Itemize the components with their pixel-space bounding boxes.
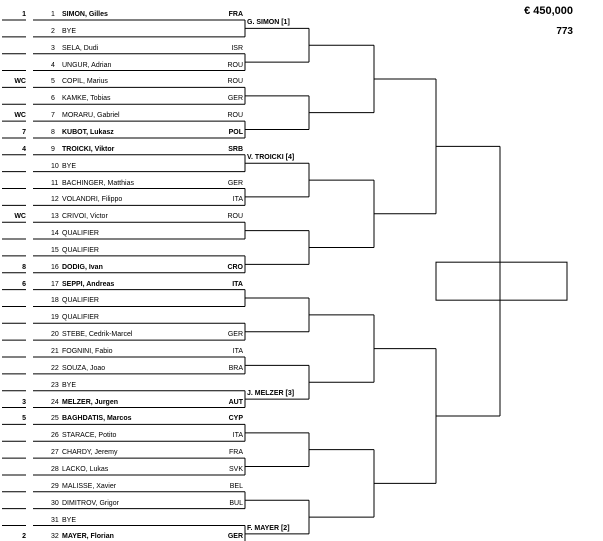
entry-number: 17 — [51, 280, 59, 288]
player-country: ITA — [232, 432, 243, 440]
entry-number: 6 — [51, 95, 55, 103]
player-name: BAGHDATIS, Marcos — [62, 415, 132, 423]
player-country: CRO — [227, 263, 243, 271]
entry-number: 18 — [51, 297, 59, 305]
player-name: BYE — [62, 516, 77, 524]
entry-seed: 6 — [22, 280, 26, 288]
entry-seed: WC — [14, 112, 26, 120]
player-country: FRA — [229, 449, 243, 457]
entry-number: 4 — [51, 61, 55, 69]
entry-number: 23 — [51, 381, 59, 389]
entry-number: 7 — [51, 112, 55, 120]
player-name: KAMKE, Tobias — [62, 95, 111, 103]
player-country: GER — [227, 179, 243, 187]
entry-number: 1 — [51, 11, 55, 18]
player-name: BYE — [62, 162, 77, 170]
player-name: BACHINGER, Matthias — [62, 179, 134, 187]
player-country: POL — [228, 128, 243, 136]
entry-number: 8 — [51, 128, 55, 136]
entry-number: 30 — [51, 499, 59, 507]
entry-seed: 1 — [22, 11, 26, 18]
player-name: VOLANDRI, Filippo — [62, 196, 123, 204]
entry-seed: WC — [14, 78, 26, 86]
entry-number: 11 — [51, 179, 59, 187]
entry-number: 12 — [51, 196, 59, 204]
player-country: CYP — [228, 415, 243, 423]
player-country: AUT — [228, 398, 243, 406]
entry-number: 29 — [51, 482, 59, 490]
entry-seed: 4 — [22, 145, 26, 153]
player-name: SELA, Dudi — [62, 44, 99, 52]
tournament-code: 773 — [556, 26, 573, 37]
entry-seed: 3 — [22, 398, 26, 406]
player-name: BYE — [62, 27, 77, 35]
player-name: DIMITROV, Grigor — [62, 499, 119, 507]
entry-number: 16 — [51, 263, 59, 271]
entry-number: 25 — [51, 415, 59, 423]
player-name: MALISSE, Xavier — [62, 482, 117, 490]
player-name: STEBE, Cedrik-Marcel — [62, 331, 133, 339]
entry-number: 26 — [51, 432, 59, 440]
player-name: SEPPI, Andreas — [62, 280, 115, 288]
player-country: ITA — [232, 196, 243, 204]
champion-box — [436, 262, 567, 300]
entry-seed: WC — [14, 213, 26, 221]
player-country: ROU — [227, 112, 243, 120]
player-name: MAYER, Florian — [62, 533, 114, 541]
entry-number: 19 — [51, 314, 59, 322]
player-name: SIMON, Gilles — [62, 11, 108, 18]
player-name: MELZER, Jurgen — [62, 398, 119, 406]
player-country: BEL — [229, 482, 243, 490]
player-name: SOUZA, Joao — [62, 364, 106, 372]
entry-number: 24 — [51, 398, 59, 406]
round2-winner: G. SIMON [1] — [247, 19, 290, 27]
player-name: QUALIFIER — [62, 297, 99, 305]
entry-number: 15 — [51, 246, 59, 254]
player-name: COPIL, Marius — [62, 78, 108, 86]
entry-seed: 7 — [22, 128, 26, 136]
player-name: QUALIFIER — [62, 230, 99, 238]
entry-number: 32 — [51, 533, 59, 541]
player-name: MORARU, Gabriel — [62, 112, 120, 120]
player-name: UNGUR, Adrian — [62, 61, 112, 69]
player-country: SVK — [228, 465, 243, 473]
player-name: KUBOT, Lukasz — [62, 128, 114, 136]
player-name: DODIG, Ivan — [62, 263, 103, 271]
player-country: GER — [227, 331, 243, 339]
entry-number: 9 — [51, 145, 55, 153]
player-country: ROU — [227, 213, 243, 221]
player-country: SRB — [228, 145, 243, 153]
entry-number: 20 — [51, 331, 59, 339]
entry-number: 2 — [51, 27, 55, 35]
player-name: QUALIFIER — [62, 314, 99, 322]
player-name: TROICKI, Viktor — [62, 145, 115, 153]
entry-seed: 5 — [22, 415, 26, 423]
player-country: ROU — [227, 78, 243, 86]
entry-number: 21 — [51, 348, 59, 355]
player-name: BYE — [62, 381, 77, 389]
player-name: CRIVOI, Victor — [62, 213, 108, 221]
entry-seed: 8 — [22, 263, 26, 271]
round2-winner: J. MELZER [3] — [247, 390, 295, 398]
player-name: FOGNINI, Fabio — [62, 348, 113, 355]
player-country: BUL — [229, 499, 243, 507]
player-name: LACKO, Lukas — [62, 465, 109, 473]
entry-number: 10 — [51, 162, 59, 170]
player-name: STARACE, Potito — [62, 432, 117, 440]
entry-number: 22 — [51, 364, 59, 372]
player-country: ROU — [227, 61, 243, 69]
round2-winner: V. TROICKI [4] — [247, 154, 295, 162]
entry-number: 13 — [51, 213, 59, 221]
player-name: CHARDY, Jeremy — [62, 449, 118, 457]
entry-number: 5 — [51, 78, 55, 86]
entry-number: 27 — [51, 449, 59, 457]
player-country: GER — [227, 95, 243, 103]
round2-winner: F. MAYER [2] — [247, 524, 290, 532]
entry-number: 3 — [51, 44, 55, 52]
entry-number: 28 — [51, 465, 59, 473]
player-name: QUALIFIER — [62, 246, 99, 254]
entry-seed: 2 — [22, 533, 26, 541]
prize-money: € 450,000 — [524, 5, 573, 17]
entry-number: 31 — [51, 516, 59, 524]
player-country: GER — [227, 533, 243, 541]
player-country: ITA — [232, 348, 243, 355]
entry-number: 14 — [51, 230, 59, 238]
player-country: BRA — [228, 364, 243, 372]
player-country: ISR — [231, 44, 243, 52]
player-country: ITA — [232, 280, 243, 288]
player-country: FRA — [228, 11, 243, 18]
